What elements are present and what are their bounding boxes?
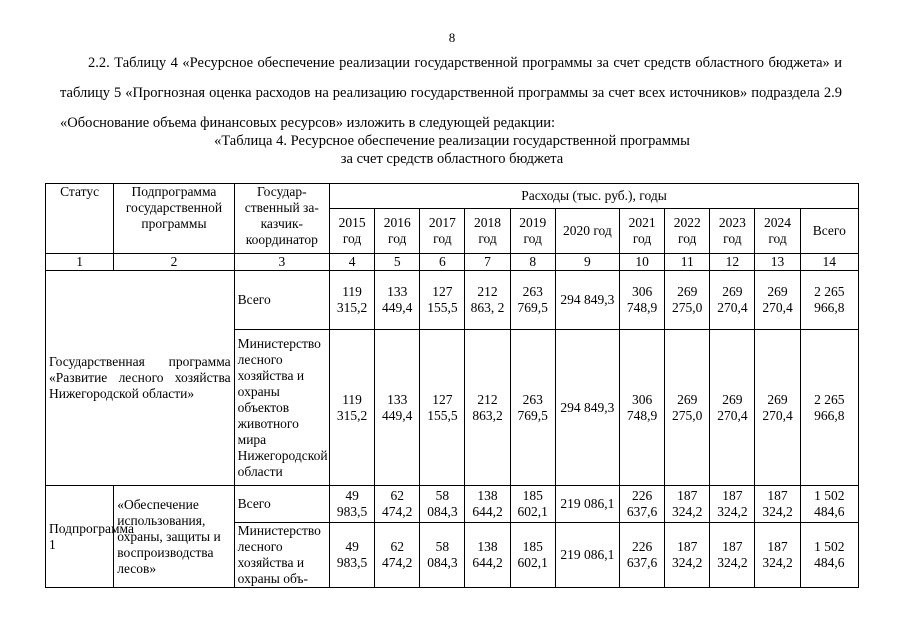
value-cell: 219 086,1 bbox=[555, 523, 619, 588]
index-cell: 13 bbox=[755, 254, 800, 271]
index-cell: 4 bbox=[329, 254, 374, 271]
value-cell: 212 863, 2 bbox=[465, 271, 510, 330]
index-cell: 14 bbox=[800, 254, 858, 271]
value-cell: 49 983,5 bbox=[329, 486, 374, 523]
value-cell: 138 644,2 bbox=[465, 523, 510, 588]
value-cell: 226 637,6 bbox=[619, 486, 664, 523]
value-cell: 269 270,4 bbox=[755, 271, 800, 330]
coordinator-cell: Министерство лесного хозяйства и охраны объектов животного мира Нижегородской области bbox=[234, 330, 329, 486]
header-year: 2022 год bbox=[665, 209, 710, 254]
value-cell: 306 748,9 bbox=[619, 271, 664, 330]
value-cell: 212 863,2 bbox=[465, 330, 510, 486]
coordinator-cell: Всего bbox=[234, 486, 329, 523]
header-year: Всего bbox=[800, 209, 858, 254]
header-subprogram: Подпрограмма государственной программы bbox=[114, 184, 234, 254]
header-year: 2023 год bbox=[710, 209, 755, 254]
value-cell: 219 086,1 bbox=[555, 486, 619, 523]
value-cell: 127 155,5 bbox=[420, 330, 465, 486]
index-cell: 11 bbox=[665, 254, 710, 271]
header-expenses: Расходы (тыс. руб.), годы bbox=[329, 184, 858, 209]
value-cell: 62 474,2 bbox=[375, 486, 420, 523]
value-cell: 294 849,3 bbox=[555, 271, 619, 330]
value-cell: 269 275,0 bbox=[665, 271, 710, 330]
value-cell: 187 324,2 bbox=[710, 486, 755, 523]
header-year: 2015 год bbox=[329, 209, 374, 254]
value-cell: 2 265 966,8 bbox=[800, 271, 858, 330]
page-number: 8 bbox=[448, 30, 456, 45]
subprogram-name: «Обеспечение использования, охраны, защиты и воспроизводства лесов» bbox=[114, 486, 234, 588]
value-cell: 187 324,2 bbox=[665, 486, 710, 523]
value-cell: 269 275,0 bbox=[665, 330, 710, 486]
index-cell: 3 bbox=[234, 254, 329, 271]
value-cell: 226 637,6 bbox=[619, 523, 664, 588]
value-cell: 185 602,1 bbox=[510, 523, 555, 588]
coordinator-cell: Всего bbox=[234, 271, 329, 330]
index-cell: 2 bbox=[114, 254, 234, 271]
value-cell: 119 315,2 bbox=[329, 271, 374, 330]
index-cell: 6 bbox=[420, 254, 465, 271]
header-year: 2020 год bbox=[555, 209, 619, 254]
index-cell: 8 bbox=[510, 254, 555, 271]
coordinator-cell: Министерство лесного хозяйства и охраны объ- bbox=[234, 523, 329, 588]
header-year: 2019 год bbox=[510, 209, 555, 254]
header-coordinator: Государ-ственный за-казчик-координатор bbox=[234, 184, 329, 254]
intro-paragraph: 2.2. Таблицу 4 «Ресурсное обеспечение реализации государственной программы за счет средств областного бюджета» и таблицу 5 «Прогнозная оценка расходов на реализацию государственной программы за счет всех источников» подраздела 2.9 «Обоснование объема финансовых ресурсов» изложить в следующей редакции: bbox=[60, 55, 842, 131]
header-status: Статус bbox=[46, 184, 114, 254]
value-cell: 294 849,3 bbox=[555, 330, 619, 486]
subprogram-status: Подпрограмма 1 bbox=[46, 486, 114, 588]
value-cell: 269 270,4 bbox=[710, 271, 755, 330]
program-name: Государственная программа «Развитие лесного хозяйства Нижегородской области» bbox=[46, 271, 235, 486]
index-cell: 10 bbox=[619, 254, 664, 271]
value-cell: 187 324,2 bbox=[665, 523, 710, 588]
value-cell: 185 602,1 bbox=[510, 486, 555, 523]
header-year: 2016 год bbox=[375, 209, 420, 254]
value-cell: 133 449,4 bbox=[375, 330, 420, 486]
resource-table bbox=[45, 183, 859, 588]
header-year: 2021 год bbox=[619, 209, 664, 254]
value-cell: 263 769,5 bbox=[510, 271, 555, 330]
value-cell: 127 155,5 bbox=[420, 271, 465, 330]
index-cell: 7 bbox=[465, 254, 510, 271]
value-cell: 187 324,2 bbox=[755, 523, 800, 588]
value-cell: 2 265 966,8 bbox=[800, 330, 858, 486]
index-cell: 1 bbox=[46, 254, 114, 271]
index-cell: 5 bbox=[375, 254, 420, 271]
caption-line-1: «Таблица 4. Ресурсное обеспечение реализации государственной программы bbox=[214, 133, 690, 149]
value-cell: 187 324,2 bbox=[710, 523, 755, 588]
index-cell: 9 bbox=[555, 254, 619, 271]
value-cell: 133 449,4 bbox=[375, 271, 420, 330]
value-cell: 187 324,2 bbox=[755, 486, 800, 523]
index-cell: 12 bbox=[710, 254, 755, 271]
value-cell: 58 084,3 bbox=[420, 523, 465, 588]
value-cell: 1 502 484,6 bbox=[800, 486, 858, 523]
value-cell: 1 502 484,6 bbox=[800, 523, 858, 588]
value-cell: 306 748,9 bbox=[619, 330, 664, 486]
value-cell: 119 315,2 bbox=[329, 330, 374, 486]
value-cell: 49 983,5 bbox=[329, 523, 374, 588]
value-cell: 269 270,4 bbox=[710, 330, 755, 486]
value-cell: 269 270,4 bbox=[755, 330, 800, 486]
table-caption bbox=[0, 132, 904, 168]
header-year: 2018 год bbox=[465, 209, 510, 254]
header-year: 2017 год bbox=[420, 209, 465, 254]
header-year: 2024 год bbox=[755, 209, 800, 254]
value-cell: 263 769,5 bbox=[510, 330, 555, 486]
value-cell: 138 644,2 bbox=[465, 486, 510, 523]
value-cell: 58 084,3 bbox=[420, 486, 465, 523]
value-cell: 62 474,2 bbox=[375, 523, 420, 588]
caption-line-2: за счет средств областного бюджета bbox=[340, 151, 564, 167]
